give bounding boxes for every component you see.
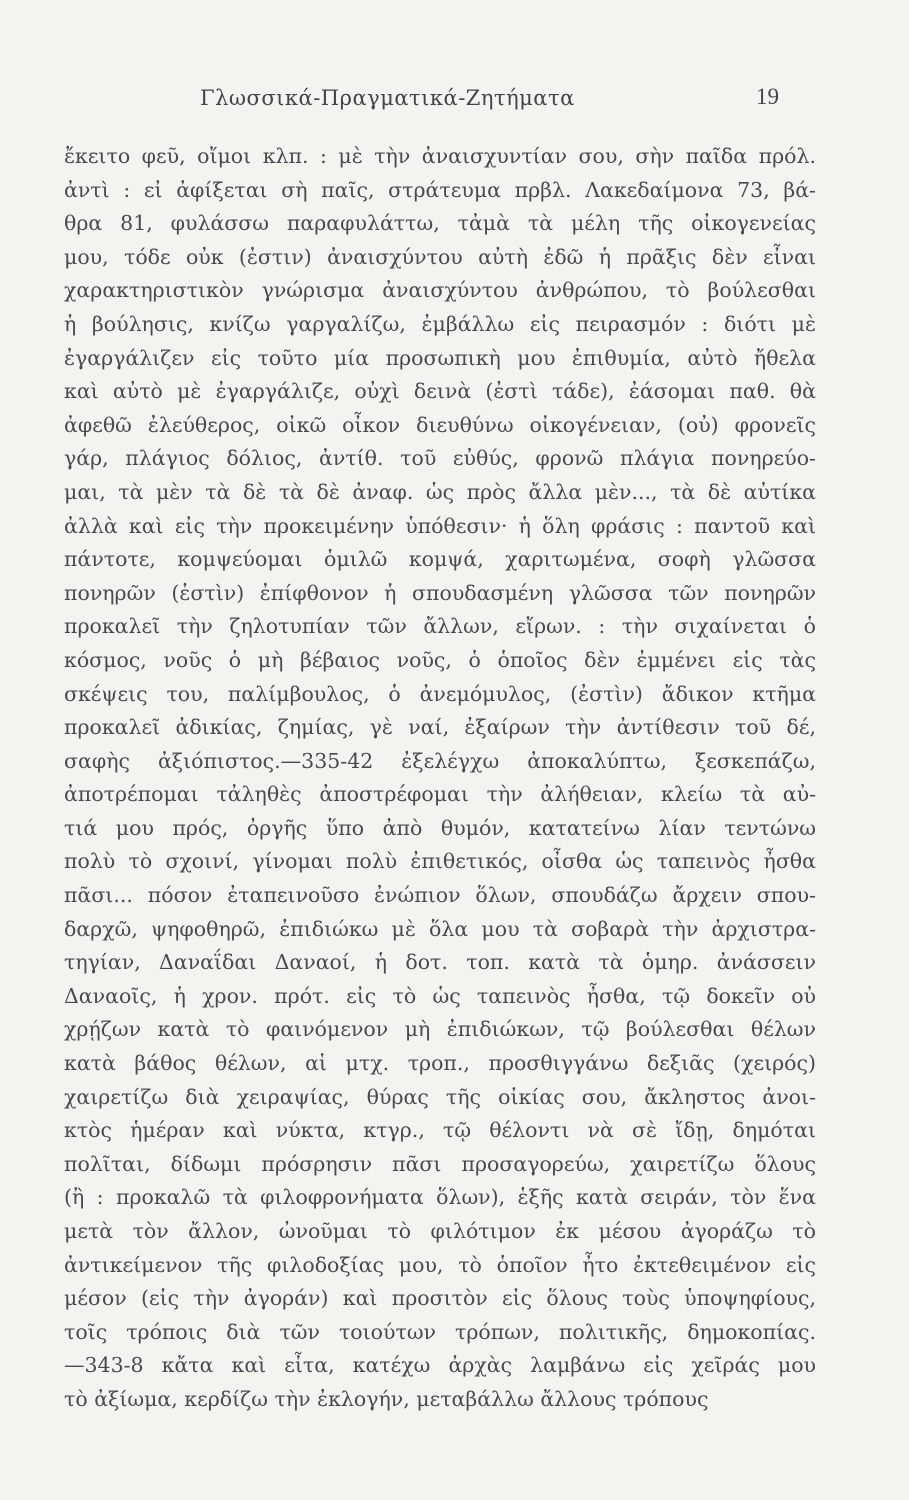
text-line: χρῄζων κατὰ τὸ φαινόμενον μὴ ἐπιδιώκων, τῷ βούλεσθαι θέλων [64, 1017, 816, 1042]
commentary-text [64, 140, 816, 1417]
text-line: ἡ βούλησις, κνίζω γαργαλίζω, ἐμβάλλω εἰς πειρασμόν : διότι μὲ [64, 311, 816, 336]
text-line: δαρχῶ, ψηφοθηρῶ, ἐπιδιώκω μὲ ὅλα μου τὰ σοβαρὰ τὴν ἀρχιστρα- [64, 916, 816, 941]
text-line: Δαναοῖς, ἡ χρον. πρότ. εἰς τὸ ὡς ταπεινὸς ἦσθα, τῷ δοκεῖν οὐ [64, 983, 816, 1008]
text-line: τηγίαν, Δαναΐδαι Δαναοί, ἡ δοτ. τοπ. κατὰ τὰ ὁμηρ. ἀνάσσειν [64, 950, 816, 975]
page-header [0, 78, 909, 118]
text-line: ἀντικείμενον τῆς φιλοδοξίας μου, τὸ ὁποῖον ἦτο ἐκτεθειμένον εἰς [64, 1252, 816, 1277]
text-line: προκαλεῖ ἀδικίας, ζημίας, γὲ ναί, ἐξαίρων τὴν ἀντίθεσιν τοῦ δέ, [64, 715, 816, 740]
text-line: μαι, τὰ μὲν τὰ δὲ τὰ δὲ ἀναφ. ὡς πρὸς ἄλλα μὲν..., τὰ δὲ αὐτίκα [64, 479, 816, 504]
text-line: ἀντὶ : εἰ ἀφίξεται σὴ παῖς, στράτευμα πρβλ. Λακεδαίμονα 73, βά- [64, 177, 816, 202]
text-line: ἀποτρέπομαι τἀληθὲς ἀποστρέφομαι τὴν ἀλήθειαν, κλείω τὰ αὐ- [64, 782, 816, 807]
text-line: (ἢ : προκαλῶ τὰ φιλοφρονήματα ὅλων), ἑξῆς κατὰ σειράν, τὸν ἕνα [64, 1185, 816, 1210]
text-line: ἐγαργάλιζεν εἰς τοῦτο μία προσωπικὴ μου ἐπιθυμία, αὐτὸ ἤθελα [64, 345, 816, 370]
text-line: κατὰ βάθος θέλων, αἱ μτχ. τροπ., προσθιγγάνω δεξιᾶς (χειρός) [64, 1051, 816, 1076]
text-line: προκαλεῖ τὴν ζηλοτυπίαν τῶν ἄλλων, εἴρων. : τὴν σιχαίνεται ὁ [64, 614, 816, 639]
text-line: θρα 81, φυλάσσω παραφυλάττω, τἀμὰ τὰ μέλη τῆς οἰκογενείας [64, 211, 816, 236]
text-line: ἔκειτο φεῦ, οἴμοι κλπ. : μὲ τὴν ἀναισχυντίαν σου, σὴν παῖδα πρόλ. [64, 144, 816, 168]
text-line: σκέψεις του, παλίμβουλος, ὁ ἀνεμόμυλος, (ἐστὶν) ἄδικον κτῆμα [64, 681, 816, 706]
text-line: τὸ ἀξίωμα, κερδίζω τὴν ἐκλογήν, μεταβάλλω ἄλλους τρόπους [64, 1386, 709, 1411]
text-line: τοῖς τρόποις διὰ τῶν τοιούτων τρόπων, πολιτικῆς, δημοκοπίας. [64, 1319, 816, 1344]
text-line: ἀλλὰ καὶ εἰς τὴν προκειμένην ὑπόθεσιν· ἡ ὅλη φράσις : παντοῦ καὶ [64, 513, 816, 538]
text-line: γάρ, πλάγιος δόλιος, ἀντίθ. τοῦ εὐθύς, φρονῶ πλάγια πονηρεύο- [64, 446, 816, 471]
page-number: 19 [756, 84, 779, 109]
text-line: καὶ αὐτὸ μὲ ἐγαργάλιζε, οὐχὶ δεινὰ (ἐστὶ τάδε), ἐάσομαι παθ. θὰ [64, 379, 816, 404]
text-line: πάντοτε, κομψεύομαι ὁμιλῶ κομψά, χαριτωμένα, σοφὴ γλῶσσα [64, 547, 816, 572]
text-line: κόσμος, νοῦς ὁ μὴ βέβαιος νοῦς, ὁ ὁποῖος δὲν ἐμμένει εἰς τὰς [64, 647, 816, 672]
text-line: πονηρῶν (ἐστὶν) ἐπίφθονον ἡ σπουδασμένη γλῶσσα τῶν πονηρῶν [64, 580, 816, 605]
running-title: Γλωσσικά-Πραγματικά-Ζητήματα [200, 86, 575, 110]
text-line: χαρακτηριστικὸν γνώρισμα ἀναισχύντου ἀνθρώπου, τὸ βούλεσθαι [64, 278, 816, 303]
text-line: πολὺ τὸ σχοινί, γίνομαι πολὺ ἐπιθετικός, οἶσθα ὡς ταπεινὸς ἦσθα [64, 849, 816, 874]
text-line: ἀφεθῶ ἐλεύθερος, οἰκῶ οἶκον διευθύνω οἰκογένειαν, (οὐ) φρονεῖς [64, 412, 816, 437]
text-line: μου, τόδε οὐκ (ἐστιν) ἀναισχύντου αὐτὴ ἐδῶ ἡ πρᾶξις δὲν εἶναι [64, 244, 816, 269]
text-line: κτὸς ἡμέραν καὶ νύκτα, κτγρ., τῷ θέλοντι νὰ σὲ ἴδῃ, δημόται [64, 1118, 816, 1143]
text-line: πολῖται, δίδωμι πρόσρησιν πᾶσι προσαγορεύω, χαιρετίζω ὅλους [64, 1151, 816, 1176]
text-line: —343-8 κἄτα καὶ εἶτα, κατέχω ἀρχὰς λαμβάνω εἰς χεῖράς μου [64, 1353, 816, 1378]
text-line: χαιρετίζω διὰ χειραψίας, θύρας τῆς οἰκίας σου, ἄκληστος ἀνοι- [64, 1084, 816, 1109]
text-line: μετὰ τὸν ἄλλον, ὠνοῦμαι τὸ φιλότιμον ἐκ μέσου ἀγοράζω τὸ [64, 1219, 816, 1243]
text-line: σαφὴς ἀξιόπιστος.—335-42 ἐξελέγχω ἀποκαλύπτω, ξεσκεπάζω, [64, 748, 816, 773]
text-line: πᾶσι... πόσον ἐταπεινοῦσο ἐνώπιον ὅλων, σπουδάζω ἄρχειν σπου- [64, 883, 816, 908]
text-line: μέσον (εἰς τὴν ἀγοράν) καὶ προσιτὸν εἰς ὅλους τοὺς ὑποψηφίους, [64, 1286, 816, 1311]
text-line: τιά μου πρός, ὀργῆς ὕπο ἀπὸ θυμόν, κατατείνω λίαν τεντώνω [64, 815, 816, 840]
